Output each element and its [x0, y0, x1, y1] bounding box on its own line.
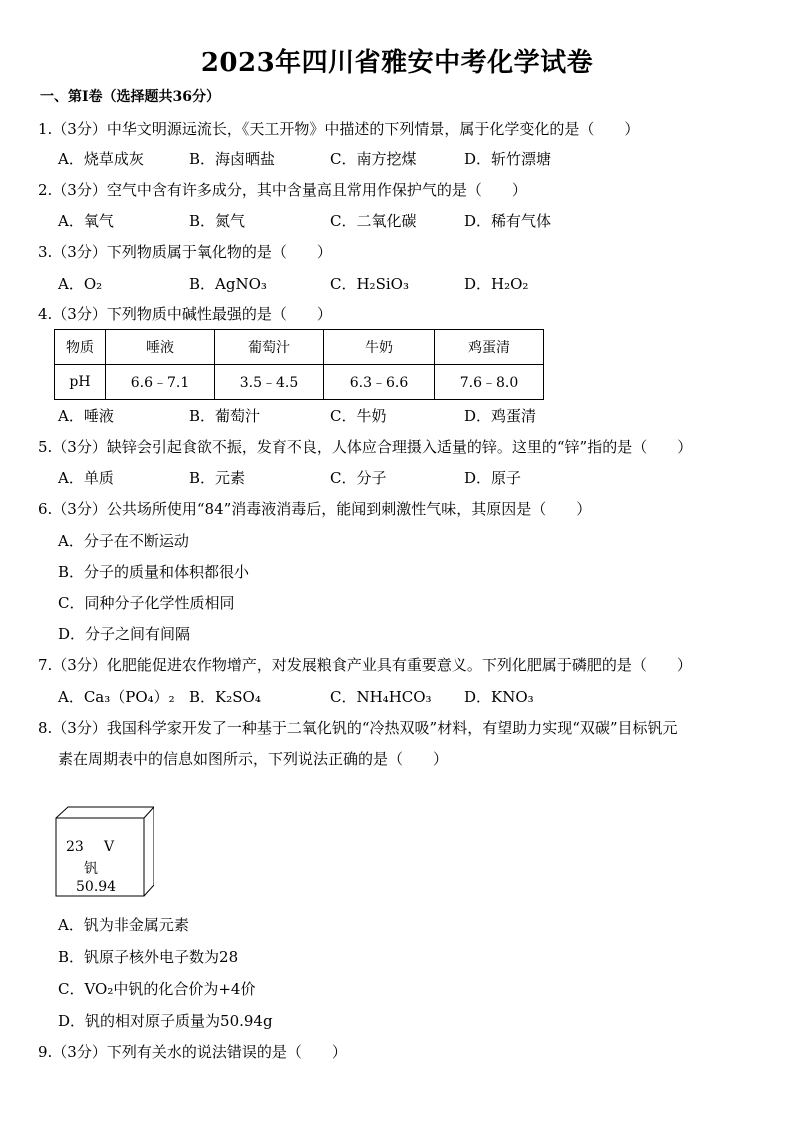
q1-option-c: C．南方挖煤: [330, 150, 417, 168]
question-5-stem: 5.（3分）缺锌会引起食欲不振，发育不良，人体应合理摄入适量的锌。这里的“锌”指的是（ ）: [38, 438, 693, 456]
exam-title: 2023年四川省雅安中考化学试卷: [200, 48, 594, 78]
q4-option-d: D．鸡蛋清: [464, 407, 537, 425]
ph-table-cell: 3.5﹣4.5: [215, 365, 324, 400]
q7-option-a: A．Ca₃（PO₄）₂: [58, 688, 175, 706]
question-9-stem: 9.（3分）下列有关水的说法错误的是（ ）: [38, 1043, 347, 1061]
question-1-stem: 1.（3分）中华文明源远流长，《天工开物》中描述的下列情景，属于化学变化的是（ ）: [38, 120, 640, 138]
element-atomic-mass: 50.94: [76, 879, 117, 895]
q5-option-d: D．原子: [464, 469, 522, 487]
section-heading: 一、第Ⅰ卷（选择题共36分）: [40, 89, 221, 105]
element-symbol: V: [104, 839, 115, 855]
ph-table-cell: 牛奶: [324, 330, 435, 365]
ph-table-cell: 鸡蛋清: [435, 330, 544, 365]
q8-option-b: B．钒原子核外电子数为28: [58, 948, 239, 966]
question-3-stem: 3.（3分）下列物质属于氧化物的是（ ）: [38, 243, 332, 261]
q7-option-b: B．K₂SO₄: [189, 688, 261, 706]
question-2-stem: 2.（3分）空气中含有许多成分，其中含量高且常用作保护气的是（ ）: [38, 181, 527, 199]
ph-table-cell: 6.6﹣7.1: [106, 365, 215, 400]
question-8-stem-line2: 素在周期表中的信息如图所示，下列说法正确的是（ ）: [58, 750, 449, 768]
question-8-stem-line1: 8.（3分）我国科学家开发了一种基于二氧化钒的“冷热双吸”材料，有望助力实现“双碳”目标钒元: [38, 719, 678, 737]
q5-option-b: B．元素: [189, 469, 246, 487]
q2-option-d: D．稀有气体: [464, 212, 552, 230]
q3-option-d: D．H₂O₂: [464, 275, 529, 293]
ph-table: [54, 329, 544, 400]
ph-table-cell: 7.6﹣8.0: [435, 365, 544, 400]
element-atomic-number: 23: [66, 839, 84, 855]
q4-option-a: A．唾液: [58, 407, 114, 425]
q6-option-b: B．分子的质量和体积都很小: [58, 563, 250, 581]
ph-table-cell: pH: [55, 365, 106, 400]
q1-option-a: A．烧草成灰: [58, 150, 144, 168]
q6-option-c: C．同种分子化学性质相同: [58, 594, 235, 612]
question-6-stem: 6.（3分）公共场所使用“84”消毒液消毒后，能闻到刺激性气味，其原因是（ ）: [38, 500, 592, 518]
element-name: 钒: [84, 861, 98, 877]
ph-table-header-row: [55, 330, 544, 365]
q8-option-c: C．VO₂中钒的化合价为+4价: [58, 980, 256, 998]
q1-option-b: B．海卤晒盐: [189, 150, 276, 168]
q1-option-d: D．斩竹漂塘: [464, 150, 552, 168]
ph-table-value-row: [55, 365, 544, 400]
q4-option-c: C．牛奶: [330, 407, 387, 425]
ph-table-cell: 葡萄汁: [215, 330, 324, 365]
q4-option-b: B．葡萄汁: [189, 407, 261, 425]
ph-table-cell: 唾液: [106, 330, 215, 365]
q3-option-a: A．O₂: [58, 275, 103, 293]
q8-option-a: A．钒为非金属元素: [58, 916, 189, 934]
q3-option-c: C．H₂SiO₃: [330, 275, 409, 293]
q2-option-a: A．氧气: [58, 212, 114, 230]
q7-option-c: C．NH₄HCO₃: [330, 688, 432, 706]
q6-option-d: D．分子之间有间隔: [58, 625, 191, 643]
q5-option-a: A．单质: [58, 469, 114, 487]
ph-table-cell: 物质: [55, 330, 106, 365]
periodic-element-cell: [44, 806, 154, 910]
ph-table-cell: 6.3﹣6.6: [324, 365, 435, 400]
q2-option-c: C．二氧化碳: [330, 212, 417, 230]
q2-option-b: B．氮气: [189, 212, 246, 230]
q5-option-c: C．分子: [330, 469, 387, 487]
q8-option-d: D．钒的相对原子质量为50.94g: [58, 1012, 273, 1030]
q6-option-a: A．分子在不断运动: [58, 532, 189, 550]
question-7-stem: 7.（3分）化肥能促进农作物增产，对发展粮食产业具有重要意义。下列化肥属于磷肥的是（ ）: [38, 656, 692, 674]
question-4-stem: 4.（3分）下列物质中碱性最强的是（ ）: [38, 305, 332, 323]
q7-option-d: D．KNO₃: [464, 688, 534, 706]
q3-option-b: B．AgNO₃: [189, 275, 267, 293]
